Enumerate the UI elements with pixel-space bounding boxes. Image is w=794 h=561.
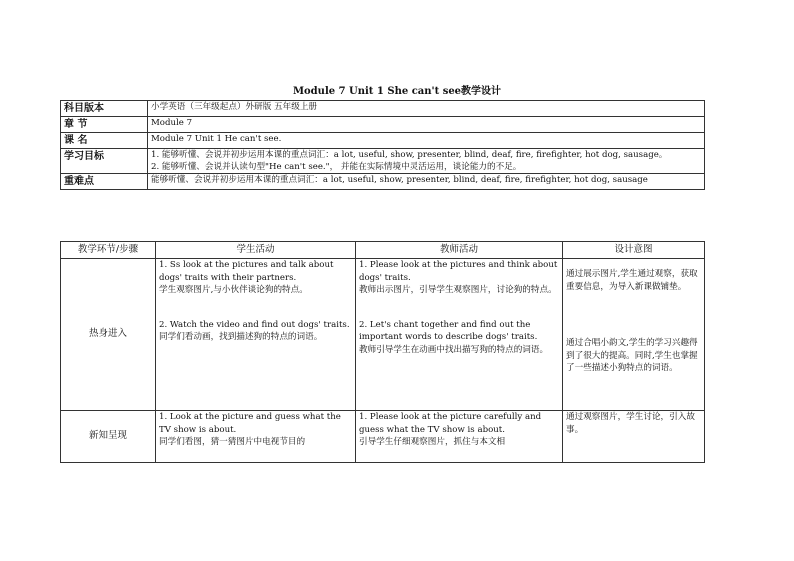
header-row: [61, 242, 705, 259]
teacher-activity: [356, 411, 563, 463]
stage-new-knowledge: 新知呈现: [61, 411, 156, 463]
info-row-lesson: [61, 133, 705, 149]
stage-warmup: 热身进入: [61, 259, 156, 411]
header-teacher: 教师活动: [356, 242, 563, 259]
header-student: 学生活动: [156, 242, 356, 259]
student-activity: [156, 259, 356, 411]
table-row: [61, 411, 705, 463]
intent-1: 通过展示图片,学生通过观察，获取重要信息，为导入新课做铺垫。: [566, 269, 698, 292]
document-title: Module 7 Unit 1 She can't see教学设计: [292, 86, 502, 97]
student-step1-cn: 同学们看图，猜一猜图片中电视节目的: [159, 437, 306, 447]
info-row-chapter: [61, 117, 705, 133]
teacher-activity: [356, 259, 563, 411]
student-step1-en: 1. Ss look at the pictures and talk about dogs' traits with their partners.: [159, 260, 334, 283]
teacher-step1-cn: 引导学生仔细观察图片，抓住与本文相: [359, 437, 506, 447]
teacher-step1-en: 1. Please look at the pictures and think about dogs' traits.: [359, 260, 558, 283]
course-info-table: [60, 100, 705, 190]
label-keypoints: 重难点: [61, 174, 148, 190]
value-objectives: [148, 149, 705, 174]
intent-1: 通过观察图片，学生讨论，引入故事。: [566, 412, 695, 435]
intent-2: 通过合唱小韵文,学生的学习兴趣得到了很大的提高。同时,学生也掌握了一些描述小狗特点的词语。: [566, 338, 698, 373]
objective-1: 1. 能够听懂、会说并初步运用本课的重点词汇：a lot, useful, show, presenter, blind, deaf, fire, firefighter, hot dog, sausage。: [151, 150, 668, 160]
value-keypoints: 能够听懂、会说并初步运用本课的重点词汇：a lot, useful, show, presenter, blind, deaf, fire, firefighter, hot dog, sausage: [148, 174, 705, 190]
teacher-step2-en: 2. Let's chant together and find out the important words to describe dogs' traits.: [359, 319, 538, 342]
student-activity: [156, 411, 356, 463]
label-version: 科目版本: [61, 101, 148, 117]
teaching-process-table: [60, 241, 705, 463]
value-lesson: Module 7 Unit 1 He can't see.: [148, 133, 705, 149]
teacher-step1-cn: 教师出示图片，引导学生观察图片，讨论狗的特点。: [359, 285, 557, 295]
value-chapter: Module 7: [148, 117, 705, 133]
info-row-objectives: [61, 149, 705, 174]
student-step1-cn: 学生观察图片,与小伙伴谈论狗的特点。: [159, 285, 308, 295]
design-intent: [563, 411, 705, 463]
table-row: [61, 259, 705, 411]
info-row-keypoints: [61, 174, 705, 190]
value-version: 小学英语（三年级起点）外研版 五年级上册: [148, 101, 705, 117]
label-lesson: 课 名: [61, 133, 148, 149]
header-stage: 教学环节/步骤: [61, 242, 156, 259]
objective-2: 2. 能够听懂、会说并认读句型"He can't see."， 并能在实际情境中灵活运用，谈论能力的不足。: [151, 162, 522, 172]
teacher-step2-cn: 教师引导学生在动画中找出描写狗的特点的词语。: [359, 344, 549, 355]
student-step2-en: 2. Watch the video and find out dogs' traits.: [159, 319, 350, 330]
header-intent: 设计意图: [563, 242, 705, 259]
student-step1-en: 1. Look at the picture and guess what the TV show is about.: [159, 412, 341, 435]
label-objectives: 学习目标: [61, 149, 148, 174]
design-intent: [563, 259, 705, 411]
label-chapter: 章 节: [61, 117, 148, 133]
info-row-version: [61, 101, 705, 117]
teacher-step1-en: 1. Please look at the picture carefully and guess what the TV show is about.: [359, 412, 542, 435]
student-step2-cn: 同学们看动画，找到描述狗的特点的词语。: [159, 332, 323, 342]
